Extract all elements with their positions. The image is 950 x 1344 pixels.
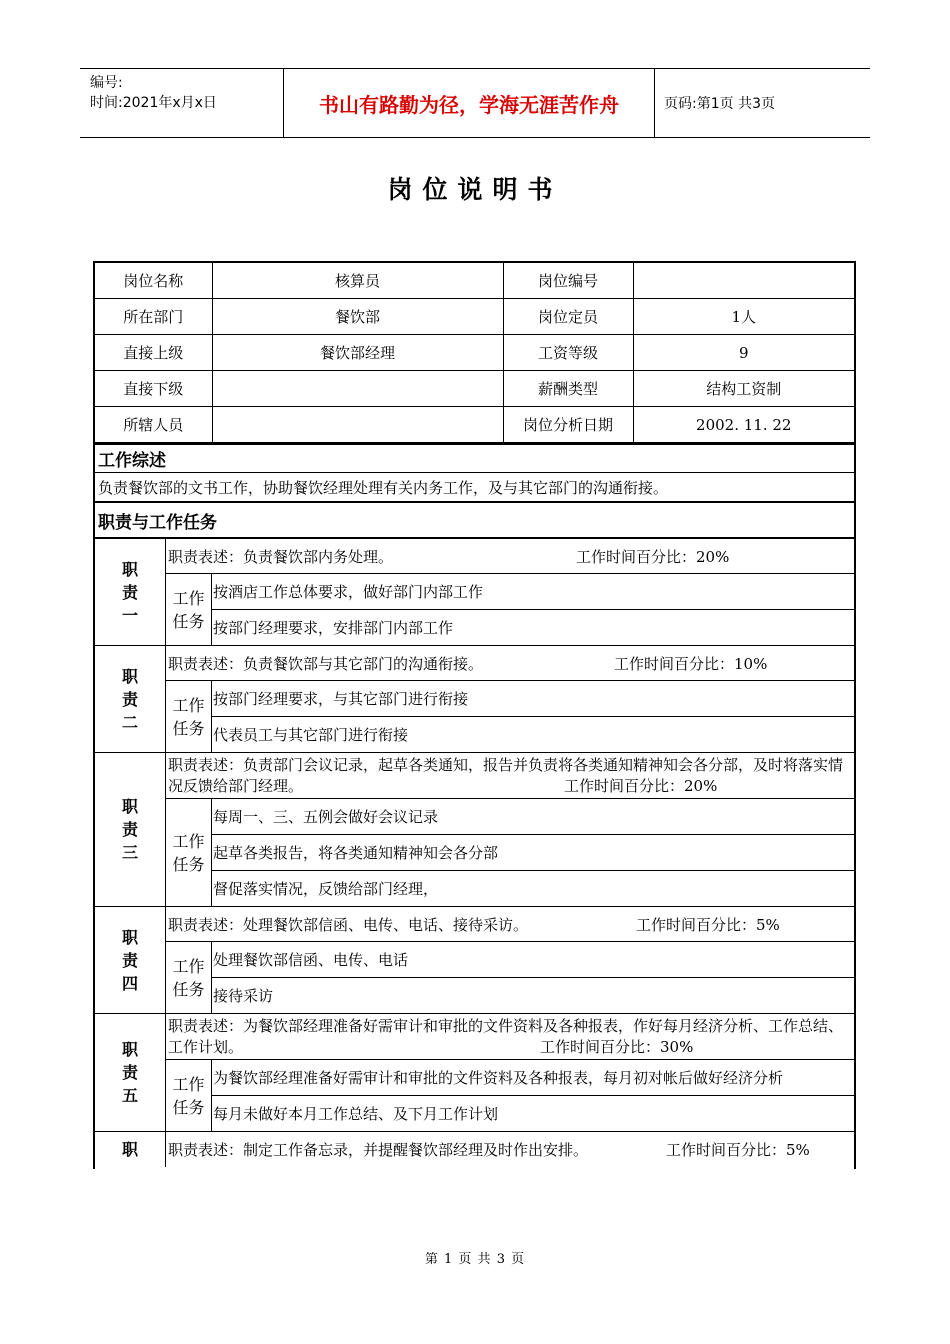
task-item: 按部门经理要求，安排部门内部工作 [213, 619, 454, 637]
summary-heading: 工作综述 [95, 443, 854, 472]
tasks-label [166, 574, 212, 645]
duty-label [95, 1132, 166, 1167]
info-value: 结构工资制 [633, 371, 854, 407]
tasks-label-text: 工作任务 [172, 831, 205, 874]
info-value: 1人 [633, 299, 854, 335]
duty-block [95, 752, 854, 906]
duty-time-percent: 工作时间百分比：10% [614, 655, 768, 673]
duty-label [95, 646, 166, 752]
duty-block [95, 645, 854, 752]
duty-time-percent: 工作时间百分比：20% [576, 548, 730, 566]
info-label: 直接下级 [95, 371, 212, 407]
task-item: 按部门经理要求，与其它部门进行衔接 [212, 681, 854, 717]
duty-label-text: 职责三 [121, 797, 138, 862]
code-label: 编号: [90, 75, 123, 91]
info-value: 9 [633, 335, 854, 371]
duty-label-text: 职责四 [121, 927, 138, 993]
duty-statement [166, 646, 854, 681]
task-item: 处理餐饮部信函、电传、电话 [212, 942, 854, 978]
duty-label-text: 职责五 [121, 1040, 138, 1105]
duty-statement [166, 1014, 854, 1060]
header-meta [90, 73, 217, 113]
info-value: 2002. 11. 22 [633, 407, 854, 443]
tasks-label [166, 1060, 212, 1131]
duty-block [95, 1131, 854, 1167]
time-label: 时间:2021年x月x日 [90, 95, 217, 111]
header-divider [654, 69, 655, 137]
job-description-form [93, 261, 856, 1169]
task-item: 每周一、三、五例会做好会议记录 [212, 799, 854, 835]
duty-time-percent: 工作时间百分比：5% [666, 1141, 810, 1159]
tasks-label [166, 942, 212, 1013]
duty-statement [166, 1132, 854, 1167]
info-value [212, 407, 503, 443]
tasks-label [166, 799, 212, 906]
tasks-label-text: 工作任务 [172, 695, 205, 738]
duty-statement [166, 539, 854, 574]
summary-text: 负责餐饮部的文书工作，协助餐饮经理处理有关内务工作，及与其它部门的沟通衔接。 [95, 472, 854, 501]
info-label: 岗位名称 [95, 263, 212, 299]
info-label: 薪酬类型 [503, 371, 633, 407]
info-value: 餐饮部 [212, 299, 503, 335]
tasks-label-text: 工作任务 [172, 588, 205, 631]
duty-label [95, 539, 166, 645]
info-value: 餐饮部经理 [212, 335, 503, 371]
duty-label [95, 753, 166, 906]
duty-label-text: 职 [121, 1140, 138, 1159]
info-row [95, 407, 854, 443]
tasks-label-text: 工作任务 [172, 1074, 205, 1117]
task-item: 按酒店工作总体要求，做好部门内部工作 [212, 574, 854, 610]
duty-label-text: 职责一 [121, 559, 138, 625]
page-footer: 第 1 页 共 3 页 [424, 1252, 526, 1267]
page-header [80, 68, 870, 138]
info-row [95, 371, 854, 407]
info-value: 核算员 [212, 263, 503, 299]
info-label: 所辖人员 [95, 407, 212, 443]
header-page-info: 页码:第1页 共3页 [664, 96, 775, 112]
duty-statement [166, 753, 854, 799]
info-row [95, 263, 854, 299]
duties-list [95, 537, 854, 1167]
duty-block [95, 906, 854, 1013]
duty-statement-text: 职责表述：负责餐饮部内务处理。 [168, 547, 394, 566]
duty-time-percent: 工作时间百分比：30% [540, 1038, 694, 1056]
info-label: 直接上级 [95, 335, 212, 371]
duty-time-percent: 工作时间百分比：5% [636, 916, 780, 934]
duty-statement-text: 职责表述：为餐饮部经理准备好需审计和审批的文件资料及各种报表，作好每月经济分析、工作总结、工作计划。 [168, 1017, 844, 1056]
tasks-label-text: 工作任务 [172, 956, 205, 999]
task-item: 接待采访 [213, 987, 274, 1005]
info-label: 所在部门 [95, 299, 212, 335]
info-value [212, 371, 503, 407]
duty-statement-text: 职责表述：制定工作备忘录，并提醒餐饮部经理及时作出安排。 [168, 1141, 589, 1159]
duty-label [95, 1014, 166, 1131]
duty-block [95, 1013, 854, 1131]
info-label: 岗位定员 [503, 299, 633, 335]
task-item: 为餐饮部经理准备好需审计和审批的文件资料及各种报表，每月初对帐后做好经济分析 [212, 1060, 854, 1096]
info-label: 岗位分析日期 [503, 407, 633, 443]
job-info-table [95, 263, 854, 443]
duty-statement [166, 907, 854, 942]
task-item: 每月未做好本月工作总结、及下月工作计划 [213, 1105, 499, 1123]
info-label: 工资等级 [503, 335, 633, 371]
duties-heading: 职责与工作任务 [95, 501, 854, 537]
document-title: 岗位说明书 [387, 175, 563, 204]
task-item: 起草各类报告，将各类通知精神知会各分部 [212, 835, 854, 871]
duty-label [95, 907, 166, 1013]
task-item: 督促落实情况，反馈给部门经理， [213, 880, 439, 898]
info-row [95, 335, 854, 371]
header-motto: 书山有路勤为径，学海无涯苦作舟 [319, 92, 619, 117]
duty-statement-text: 职责表述：负责部门会议记录，起草各类通知，报告并负责将各类通知精神知会各分部，及时将落实情况反馈给部门经理。 [168, 756, 844, 795]
duty-time-percent: 工作时间百分比：20% [564, 777, 718, 795]
task-item: 代表员工与其它部门进行衔接 [213, 726, 409, 744]
duty-statement-text: 职责表述：负责餐饮部与其它部门的沟通衔接。 [168, 654, 484, 673]
tasks-label [166, 681, 212, 752]
info-row [95, 299, 854, 335]
info-label: 岗位编号 [503, 263, 633, 299]
duty-statement-text: 职责表述：处理餐饮部信函、电传、电话、接待采访。 [168, 915, 529, 934]
duty-label-text: 职责二 [121, 666, 138, 732]
info-value [633, 263, 854, 299]
duty-block [95, 537, 854, 645]
